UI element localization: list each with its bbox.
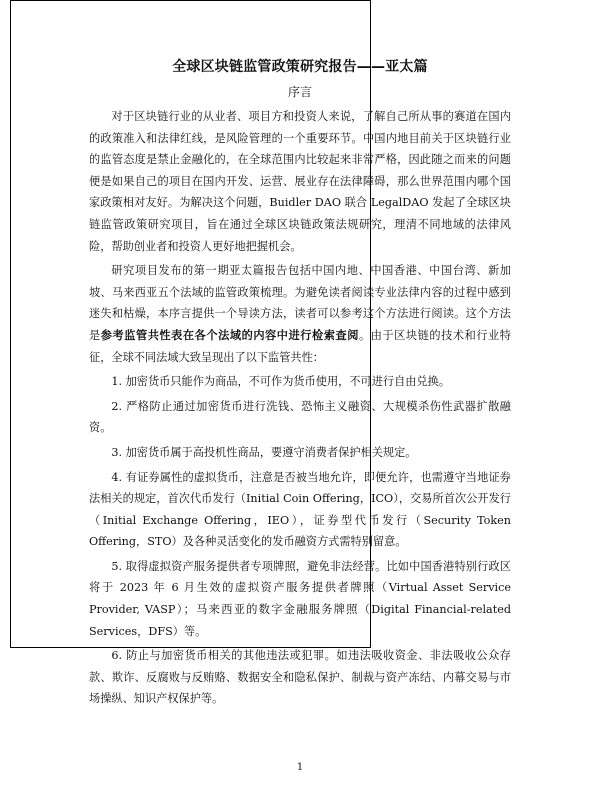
paragraph-intro: 对于区块链行业的从业者、项目方和投资人来说，了解自己所从事的赛道在国内的政策准入和法律红线，是风险管理的一个重要环节。中国内地目前关于区块链行业的监管态度是禁止金融化的，在全球范围内比较起来非常严格，因此随之而来的问题便是如果自己的项目在国内开发、运营、展业存在法律障碍，那么世界范围内哪个国家政策相对友好。为解决这个问题，Buidler DAO 联合 LegalDAO 发起了全球区块链监管政策研究项目，旨在通过全球区块链政策法规研究，理清不同地域的法律风险，帮助创业者和投资人更好地把握机会。	[89, 110, 511, 253]
list-item-5: 5. 取得虚拟资产服务提供者专项牌照，避免非法经营。比如中国香港特别行政区将于 2023 年 6 月生效的虚拟资产服务提供者牌照（Virtual Asset Service Provider, VASP）；马来西亚的数字金融服务牌照（Digital Financial-related Services，DFS）等。	[89, 559, 511, 638]
document-title: 全球区块链监管政策研究报告——亚太篇	[172, 59, 428, 75]
paragraph-method-emphasis: 参考监管共性表在各个法域的内容中进行检索查阅	[100, 327, 359, 342]
document-body	[89, 106, 511, 713]
list-item-2: 2. 严格防止通过加密货币进行洗钱、恐怖主义融资、大规模杀伤性武器扩散融资。	[89, 399, 511, 435]
paragraph-method	[89, 260, 511, 368]
paragraph-method-text-a: 研究项目发布的第一期亚太篇报告包括中国内地、中国香港、中国台湾、新加坡、马来西亚五个法域的监管政策梳理。为避免读者阅读专业法律内容的过程中感到迷失和枯燥，本序言提供一个导读方法，读者可以参考这个方法进行阅读。这个方法是	[89, 264, 511, 342]
document-subtitle: 序言	[287, 85, 312, 99]
list-item-6: 6. 防止与加密货币相关的其他违法或犯罪。如违法吸收资金、非法吸收公众存款、欺诈、反腐败与反贿赂、数据安全和隐私保护、制裁与资产冻结、内幕交易与市场操纵、知识产权保护等。	[89, 649, 511, 706]
page-number: 1	[296, 762, 304, 773]
list-item-3: 3. 加密货币属于高投机性商品，要遵守消费者保护相关规定。	[111, 445, 417, 459]
list-item-4: 4. 有证券属性的虚拟货币，注意是否被当地允许，即便允许，也需遵守当地证券法相关的规定，首次代币发行（Initial Coin Offering，ICO），交易所首次公开发行（Initial Exchange Offering，IEO），证券型代币发行（Security Token Offering，STO）及各种灵活变化的发币融资方式需特别留意。	[89, 470, 511, 549]
paragraph-method-text-b: 。由于区块链的技术和行业特征，全球不同法域大致呈现出了以下监管共性：	[89, 328, 511, 364]
list-item-1: 1. 加密货币只能作为商品，不可作为货币使用，不可进行自由兑换。	[111, 375, 451, 389]
